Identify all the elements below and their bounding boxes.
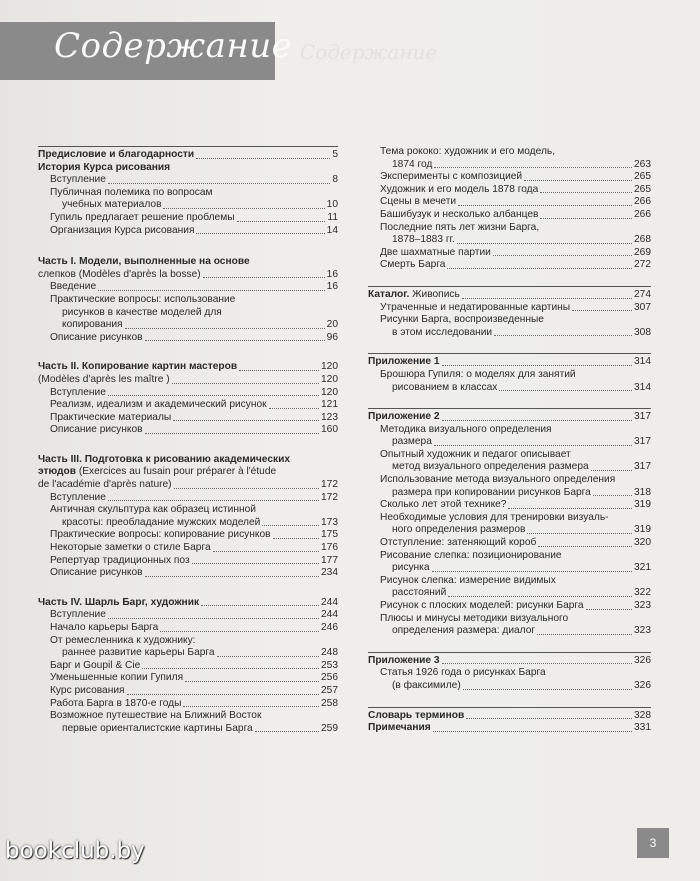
- toc-entry[interactable]: ного определения размеров 319: [392, 524, 651, 536]
- toc-entry-line: Рисование слепка: позиционирование: [380, 549, 562, 561]
- toc-section-heading[interactable]: Приложение 1 314: [368, 356, 651, 368]
- toc-entry[interactable]: Некоторые заметки о стиле Барга 176: [50, 542, 338, 554]
- toc-entry[interactable]: рисованием в классах 314: [392, 381, 651, 393]
- toc-right-column: [368, 146, 651, 735]
- divider: [38, 146, 338, 147]
- ghost-title: Содержание: [300, 40, 438, 64]
- toc-entry-line: Брошюра Гупиля: о моделях для занятий: [380, 368, 576, 380]
- toc-entry[interactable]: Уменьшенные копии Гупиля 256: [50, 672, 338, 684]
- toc-entry-line: Опытный художник и педагог описывает: [380, 448, 571, 460]
- toc-entry[interactable]: Курс рисования 257: [50, 684, 338, 696]
- toc-entry[interactable]: первые ориенталистские картины Барга 259: [62, 722, 338, 734]
- toc-section-heading[interactable]: Словарь терминов 328: [368, 709, 651, 721]
- toc-entry[interactable]: Репертуар традиционных поз 177: [50, 554, 338, 566]
- toc-section-heading[interactable]: Часть III. Подготовка к рисованию академических: [38, 453, 291, 465]
- toc-entry[interactable]: 1874 год 263: [392, 158, 651, 170]
- toc-entry[interactable]: Эксперименты с композицией 265: [380, 171, 651, 183]
- toc-entry[interactable]: Утраченные и недатированные картины 307: [380, 301, 651, 313]
- toc-entry[interactable]: Описание рисунков 234: [50, 567, 338, 579]
- toc-entry-line: Публичная полемика по вопросам: [50, 186, 213, 198]
- toc-entry[interactable]: Вступление 8: [50, 174, 338, 186]
- toc-entry[interactable]: Башибузук и несколько албанцев 266: [380, 208, 651, 220]
- toc-entry-line: этюдов (Exercices au fusain pour préparer à l'étude: [38, 466, 277, 478]
- toc-entry-line: Методика визуального определения: [380, 423, 552, 435]
- page-title: Содержание: [54, 26, 293, 66]
- toc-entry[interactable]: Смерть Барга 272: [380, 259, 651, 271]
- toc-entry[interactable]: Описание рисунков 96: [50, 331, 338, 343]
- catalog-label: Каталог.: [368, 288, 410, 300]
- toc-entry-line: Необходимые условия для тренировки визуаль-: [380, 511, 609, 523]
- toc-entry-line: Тема рококо: художник и его модель,: [380, 146, 556, 157]
- toc-entry[interactable]: определения размера: диалог 323: [392, 625, 651, 637]
- toc-entry[interactable]: размера 317: [392, 436, 651, 448]
- toc-entry-line: Возможное путешествие на Ближний Восток: [50, 710, 262, 722]
- toc-entry-line: Использование метода визуального определения: [380, 474, 616, 486]
- divider: [368, 286, 651, 287]
- toc-entry-line: Античная скульптура как образец истинной: [50, 504, 256, 516]
- toc-entry[interactable]: расстояний 322: [392, 587, 651, 599]
- toc-section-heading[interactable]: Часть IV. Шарль Барг, художник 244: [38, 596, 338, 608]
- toc-entry[interactable]: рисунка 321: [392, 562, 651, 574]
- catalog-sub: Живопись: [409, 288, 460, 300]
- toc-entry[interactable]: Гупиль предлагает решение проблемы 11: [50, 211, 338, 223]
- toc-section-heading[interactable]: История Курса рисования: [38, 161, 171, 173]
- toc-entry[interactable]: de l'académie d'après nature) 172: [38, 479, 338, 491]
- toc-entry[interactable]: Начало карьеры Барга 246: [50, 622, 338, 633]
- toc-entry[interactable]: красоты: преобладание мужских моделей 173: [62, 516, 338, 528]
- toc-entry-line: Рисунок слепка: измерение видимых: [380, 574, 556, 586]
- divider: [368, 707, 651, 708]
- watermark: bookclub.by: [5, 838, 145, 864]
- toc-entry[interactable]: Художник и его модель 1878 года 265: [380, 183, 651, 195]
- toc-entry[interactable]: Реализм, идеализм и академический рисунок 121: [50, 399, 338, 411]
- toc-entry[interactable]: Работа Барга в 1870-е годы 258: [50, 697, 338, 709]
- toc-section-heading[interactable]: Приложение 3 326: [368, 654, 651, 666]
- toc-left-column: [38, 146, 338, 735]
- toc-entry[interactable]: учебных материалов 10: [62, 199, 338, 211]
- toc-entry[interactable]: Практические материалы 123: [50, 411, 338, 423]
- toc-entry-line: Последние пять лет жизни Барга,: [380, 221, 540, 233]
- toc-entry[interactable]: Описание рисунков 160: [50, 424, 338, 436]
- page-number: 3: [637, 828, 669, 858]
- toc-entry[interactable]: размера при копировании рисунков Барга 318: [392, 486, 651, 498]
- divider: [368, 652, 651, 653]
- toc-entry[interactable]: метод визуального определения размера 317: [392, 461, 651, 473]
- toc-entry[interactable]: Рисунок с плоских моделей: рисунки Барга 323: [380, 600, 651, 611]
- toc-entry[interactable]: Организация Курса рисования 14: [50, 224, 338, 236]
- toc-entry[interactable]: Введение 16: [50, 281, 338, 293]
- toc-entry-line: рисунков в качестве моделей для: [62, 306, 222, 318]
- toc-entry[interactable]: в этом исследовании 308: [392, 326, 651, 338]
- toc-section-heading[interactable]: Приложение 2 317: [368, 411, 651, 423]
- toc-entry-line: Рисунки Барга, воспроизведенные: [380, 314, 544, 326]
- toc-entry[interactable]: Барг и Goupil & Cie 253: [50, 659, 338, 671]
- toc-entry[interactable]: Предисловие и благодарности 5: [38, 149, 338, 160]
- toc-entry[interactable]: Вступление 120: [50, 386, 338, 398]
- divider: [368, 353, 651, 354]
- divider: [368, 408, 651, 409]
- toc-entry-line: От ремесленника к художнику:: [50, 634, 196, 646]
- toc-entry[interactable]: раннее развитие карьеры Барга 248: [62, 647, 338, 659]
- toc-entry[interactable]: копирования 20: [62, 319, 338, 331]
- toc-entry[interactable]: Две шахматные партии 269: [380, 246, 651, 258]
- toc-entry[interactable]: (в факсимиле) 326: [392, 679, 651, 691]
- toc-entry[interactable]: слепков (Modèles d'après la bosse) 16: [38, 268, 338, 280]
- toc-entry[interactable]: Отступление: затеняющий короб 320: [380, 537, 651, 549]
- toc-section-heading[interactable]: Примечания 331: [368, 722, 651, 734]
- toc-section-heading[interactable]: Часть II. Копирование картин мастеров 120: [38, 361, 338, 373]
- toc-entry[interactable]: 1878–1883 гг. 268: [392, 234, 651, 246]
- toc-entry[interactable]: Сцены в мечети 266: [380, 196, 651, 208]
- toc-entry[interactable]: Вступление 172: [50, 491, 338, 503]
- toc-entry[interactable]: Вступление 244: [50, 609, 338, 621]
- toc-entry-line: Практические вопросы: использование: [50, 293, 236, 305]
- toc-entry[interactable]: Практические вопросы: копирование рисунков 175: [50, 529, 338, 541]
- toc-entry[interactable]: (Modèles d'après les maître ) 120: [38, 373, 338, 385]
- toc-entry-line: Плюсы и минусы методики визуального: [380, 612, 569, 624]
- toc-entry[interactable]: Сколько лет этой технике? 319: [380, 499, 651, 511]
- toc-entry-line: Статья 1926 года о рисунках Барга: [380, 667, 546, 679]
- toc-section-heading[interactable]: Каталог. Живопись 274: [368, 288, 651, 300]
- toc-section-heading[interactable]: Часть I. Модели, выполненные на основе: [38, 256, 250, 268]
